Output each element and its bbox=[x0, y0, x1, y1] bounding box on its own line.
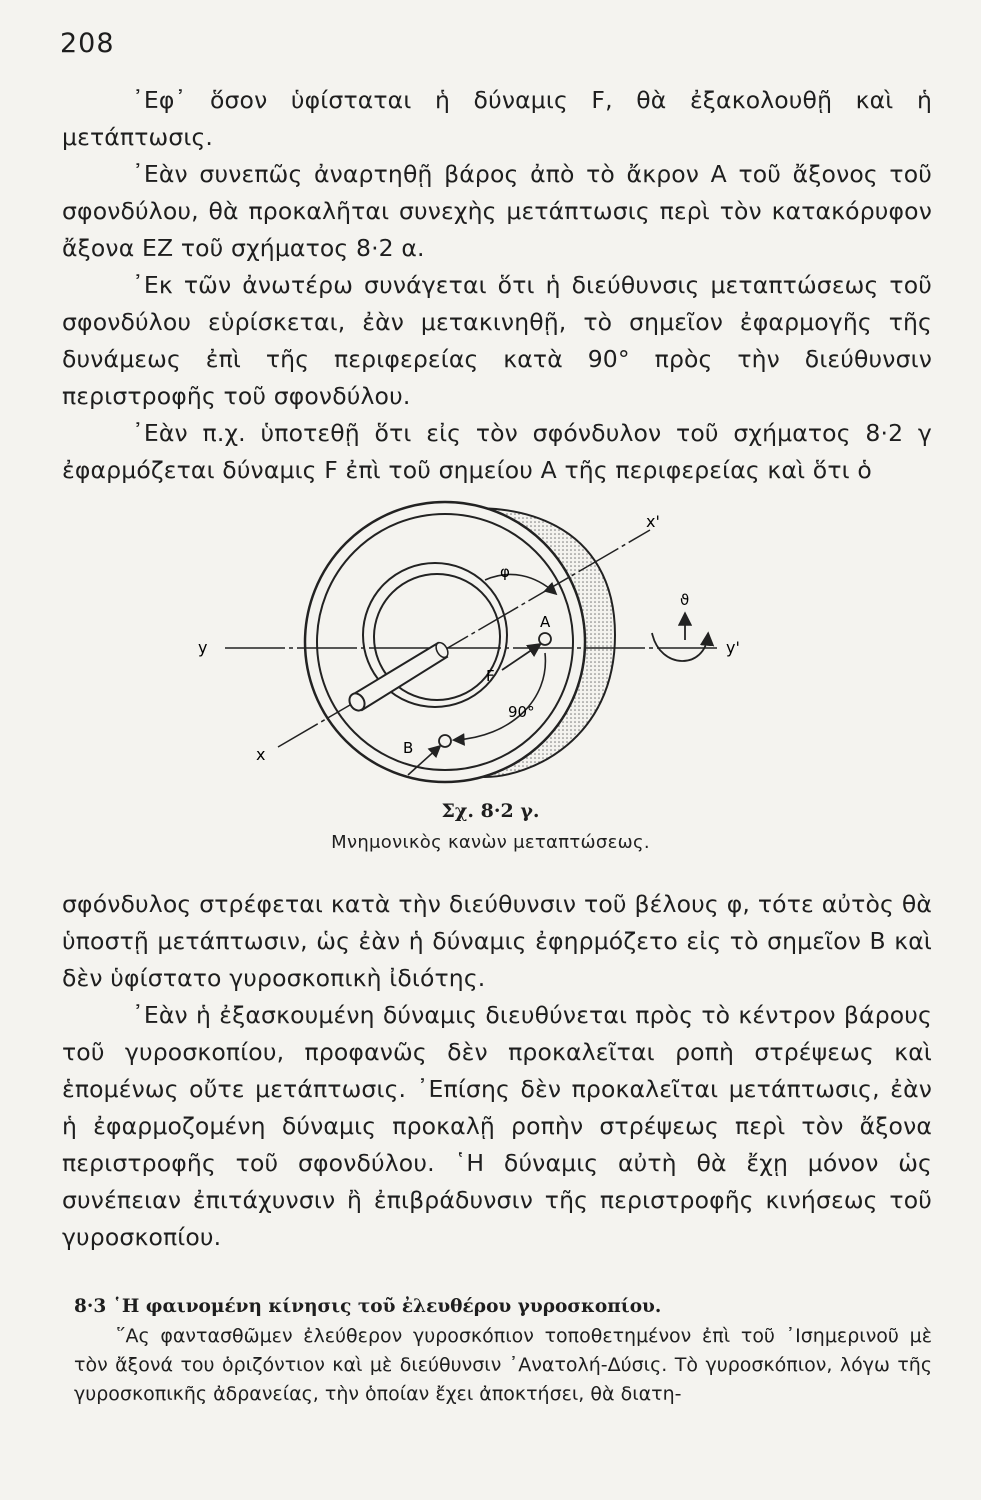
top-text-block bbox=[62, 82, 932, 489]
paragraph: ᾿Εκ τῶν ἀνωτέρω συνάγεται ὅτι ἡ διεύθυνσις μεταπτώσεως τοῦ σφονδύλου εὑρίσκεται, ἐὰν μετακινηθῇ, τὸ σημεῖον ἐφαρμογῆς τῆς δυνάμεως ἐπὶ τῆς περιφερείας κατὰ 90° πρὸς τὴν διεύθυνσιν περιστροφῆς τοῦ σφονδύλου. bbox=[62, 271, 932, 410]
point-b-label: B bbox=[403, 739, 414, 757]
point-a-label: A bbox=[540, 613, 551, 631]
point-a-marker bbox=[539, 633, 551, 645]
point-b-marker bbox=[439, 735, 451, 747]
y-axis-left-label: y bbox=[198, 638, 208, 657]
theta-arrow bbox=[652, 633, 708, 661]
section-heading: 8·3 ῾Η φαινομένη κίνησις τοῦ ἐλευθέρου γυροσκοπίου. bbox=[74, 1296, 662, 1317]
paragraph: ᾿Εὰν ἡ ἐξασκουμένη δύναμις διευθύνεται πρὸς τὸ κέντρον βάρους τοῦ γυροσκοπίου, προφανῶς δὲν προκαλεῖται ροπὴ στρέψεως καὶ ἑπομένως οὔτε μετάπτωσις. ᾿Επίσης δὲν προκαλεῖται μετάπτωσις, ἐὰν ἡ ἐφαρμοζομένη δύναμις προκαλῇ ροπὴν στρέψεως περὶ τὸν ἄξονα περιστροφῆς τοῦ σφονδύλου. ῾Η δύναμις αὐτὴ θὰ ἔχῃ μόνον ὡς συνέπειαν ἐπιτάχυνσιν ἢ ἐπιβράδυνσιν τῆς περιστροφῆς κινήσεως τοῦ γυροσκοπίου. bbox=[62, 1001, 932, 1251]
angle-label: 90° bbox=[508, 703, 535, 721]
gyroscope-figure bbox=[190, 485, 770, 805]
x-axis-bottom-label: x bbox=[256, 745, 266, 764]
theta-label: ϑ bbox=[680, 591, 690, 609]
gyroscope-diagram bbox=[190, 485, 770, 805]
paragraph: ᾿Εὰν συνεπῶς ἀναρτηθῇ βάρος ἀπὸ τὸ ἄκρον Α τοῦ ἄξονος τοῦ σφονδύλου, θὰ προκαλῆται συνεχὴς μετάπτωσις περὶ τὸν κατακόρυφον ἄξονα ΕΖ τοῦ σχήματος 8·2 α. bbox=[62, 160, 932, 262]
phi-label: φ bbox=[500, 563, 510, 581]
section-paragraph: ῞Ας φαντασθῶμεν ἐλεύθερον γυροσκόπιον τοποθετημένον ἐπὶ τοῦ ᾿Ισημερινοῦ μὲ τὸν ἄξονά του ὁριζόντιον καὶ μὲ διεύθυνσιν ᾿Ανατολή-Δύσις. Τὸ γυροσκόπιον, λόγω τῆς γυροσκοπικῆς ἀδρανείας, τὴν ὁποίαν ἔχει ἀποκτήσει, θὰ διατη- bbox=[74, 1325, 932, 1405]
figure-caption-title: Μνημονικὸς κανὼν μεταπτώσεως. bbox=[331, 832, 650, 853]
y-axis-right-label: y' bbox=[726, 638, 740, 657]
paragraph: ᾿Εφ᾿ ὅσον ὑφίσταται ἡ δύναμις F, θὰ ἐξακολουθῇ καὶ ἡ μετάπτωσις. bbox=[62, 86, 932, 151]
paragraph: σφόνδυλος στρέφεται κατὰ τὴν διεύθυνσιν τοῦ βέλους φ, τότε αὐτὸς θὰ ὑποστῇ μετάπτωσιν, ὡς ἐὰν ἡ δύναμις ἐφηρμόζετο εἰς τὸ σημεῖον Β καὶ δὲν ὑφίστατο γυροσκοπικὴ ἰδιότης. bbox=[62, 890, 932, 992]
force-label: F bbox=[486, 667, 495, 685]
bottom-text-block bbox=[62, 886, 932, 1256]
page-number: 208 bbox=[60, 28, 115, 59]
paragraph: ᾿Εὰν π.χ. ὑποτεθῇ ὅτι εἰς τὸν σφόνδυλον τοῦ σχήματος 8·2 γ ἐφαρμόζεται δύναμις F ἐπὶ τοῦ σημείου Α τῆς περιφερείας καὶ ὅτι ὁ bbox=[62, 419, 932, 484]
section-text-block bbox=[74, 1322, 932, 1409]
x-axis-top-label: x' bbox=[646, 512, 660, 531]
figure-caption-number: Σχ. 8·2 γ. bbox=[441, 800, 540, 822]
